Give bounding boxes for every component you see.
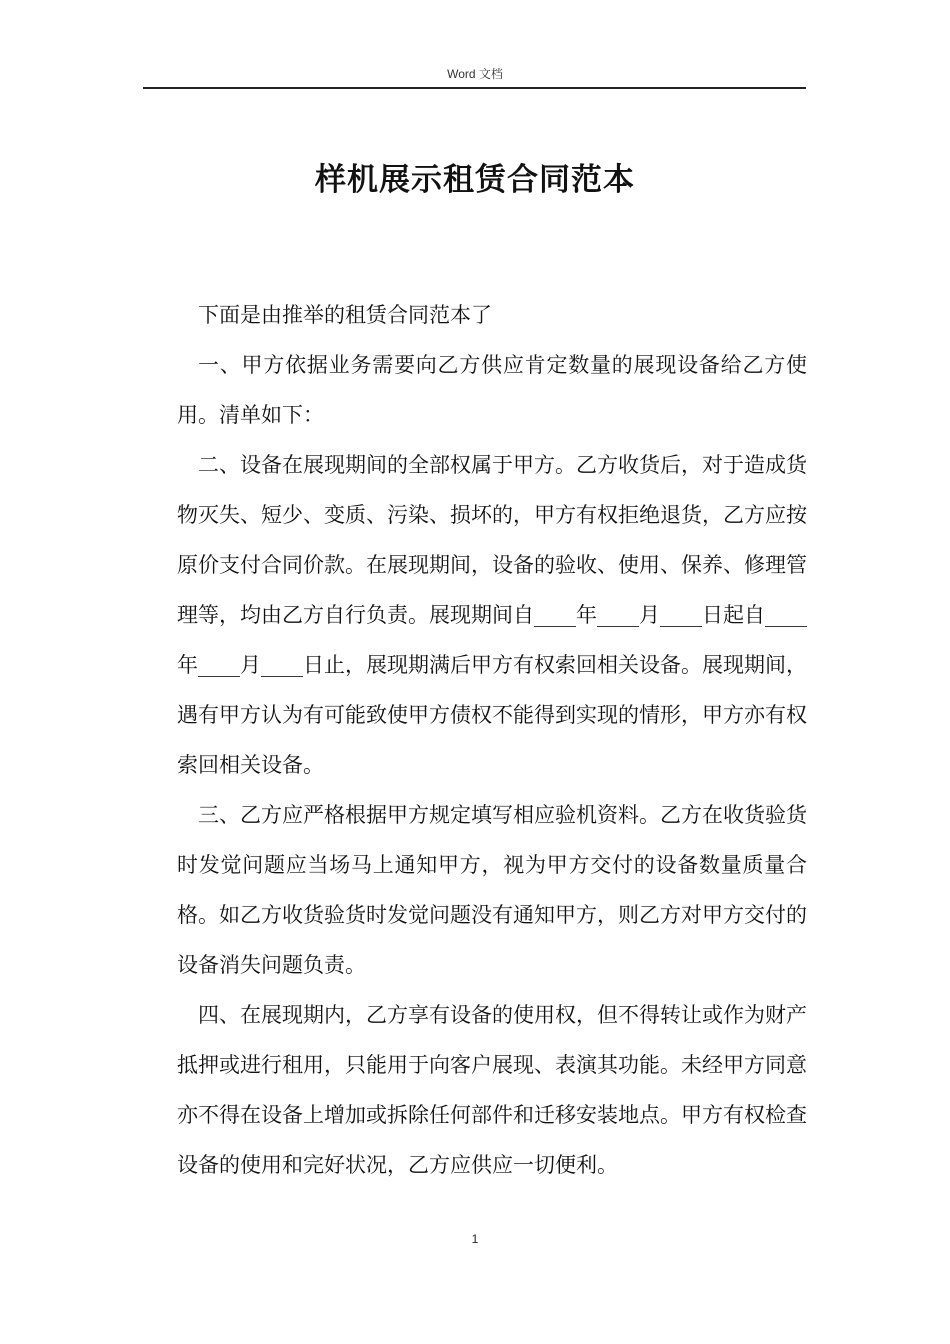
paragraph-clause-4: 四、在展现期内，乙方享有设备的使用权，但不得转让或作为财产抵押或进行租用，只能用于向客户展现、表演其功能。未经甲方同意亦不得在设备上增加或拆除任何部件和迁移安装地点。甲方有权检查设备的使用和完好状况，乙方应供应一切便利。 [177,1003,807,1177]
header-divider [143,87,806,89]
paragraph-intro: 下面是由推举的租赁合同范本了 [198,303,492,327]
page-header: Word 文档 [447,67,503,81]
page-number: 1 [471,1232,479,1246]
document-body [177,290,807,1190]
paragraph-clause-1: 一、甲方依据业务需要向乙方供应肯定数量的展现设备给乙方使用。清单如下： [177,353,807,427]
document-title: 样机展示租赁合同范本 [315,162,635,198]
paragraph-clause-3: 三、乙方应严格根据甲方规定填写相应验机资料。乙方在收货验货时发觉问题应当场马上通知甲方，视为甲方交付的设备数量质量合格。如乙方收货验货时发觉问题没有通知甲方，则乙方对甲方交付的设备消失问题负责。 [177,803,807,977]
paragraph-clause-2: 二、设备在展现期间的全部权属于甲方。乙方收货后，对于造成货物灭失、短少、变质、污染、损坏的，甲方有权拒绝退货，乙方应按原价支付合同价款。在展现期间，设备的验收、使用、保养、修理管理等，均由乙方自行负责。展现期间自____年____月____日起自____年____月____日止，展现期满后甲方有权索回相关设备。展现期间，遇有甲方认为有可能致使甲方债权不能得到实现的情形，甲方亦有权索回相关设备。 [177,453,807,777]
